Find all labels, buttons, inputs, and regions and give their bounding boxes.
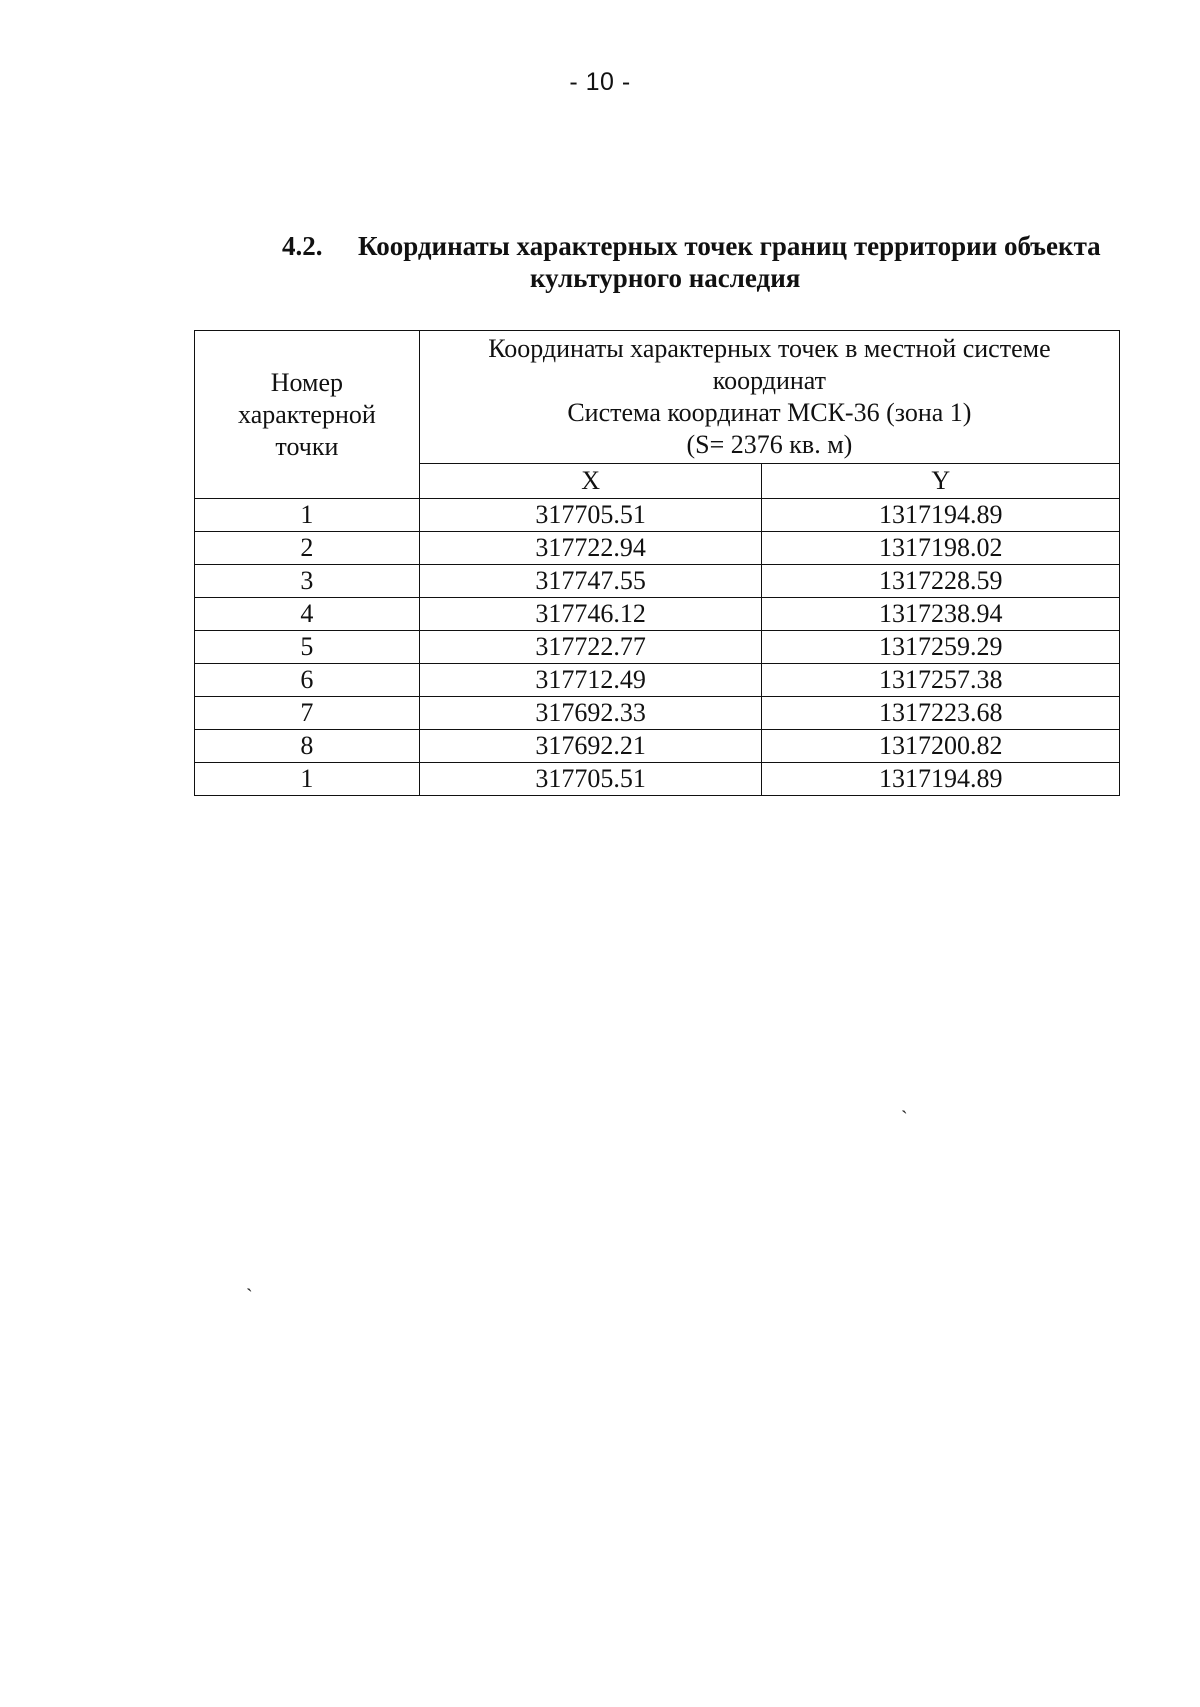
header-coord-line: Система координат МСК-36 (зона 1) [567,398,972,427]
cell-point: 2 [195,532,420,565]
header-coord-line: Координаты характерных точек в местной системе [488,334,1051,363]
cell-x: 317705.51 [419,499,762,532]
cell-y: 1317228.59 [762,565,1120,598]
cell-point: 3 [195,565,420,598]
cell-y: 1317257.38 [762,664,1120,697]
cell-x: 317692.33 [419,697,762,730]
cell-x: 317747.55 [419,565,762,598]
cell-point: 5 [195,631,420,664]
header-point-line: характерной [238,399,376,429]
scan-mark: ˏ [901,1092,908,1114]
header-point-line: точки [275,431,339,461]
table-row [195,532,1120,565]
cell-point: 1 [195,499,420,532]
scan-mark: ˎ [246,1270,253,1292]
cell-x: 317692.21 [419,730,762,763]
cell-y: 1317223.68 [762,697,1120,730]
cell-y: 1317194.89 [762,763,1120,796]
cell-y: 1317194.89 [762,499,1120,532]
cell-y: 1317238.94 [762,598,1120,631]
cell-y: 1317198.02 [762,532,1120,565]
header-point-number [195,331,420,499]
cell-x: 317722.77 [419,631,762,664]
cell-x: 317746.12 [419,598,762,631]
table-row [195,565,1120,598]
cell-x: 317705.51 [419,763,762,796]
cell-y: 1317200.82 [762,730,1120,763]
cell-x: 317712.49 [419,664,762,697]
cell-y: 1317259.29 [762,631,1120,664]
header-coord-line: координат [712,366,827,395]
section-title-line-2: культурного наследия [530,263,801,293]
section-title-line-1: Координаты характерных точек границ территории объекта [358,231,1101,261]
page-number: - 10 - [569,68,631,96]
table-row [195,631,1120,664]
cell-point: 6 [195,664,420,697]
cell-x: 317722.94 [419,532,762,565]
table-row [195,664,1120,697]
header-axis-x: X [419,464,762,499]
table-row [195,598,1120,631]
cell-point: 4 [195,598,420,631]
cell-point: 1 [195,763,420,796]
header-coord-line: (S= 2376 кв. м) [686,430,853,459]
header-coordinate-system [419,331,1119,464]
table-header-row [195,331,1120,464]
table-row [195,763,1120,796]
header-point-line: Номер [270,367,344,397]
coordinates-table [194,330,1120,796]
section-number: 4.2. [282,231,323,261]
section-heading [282,230,1162,294]
cell-point: 8 [195,730,420,763]
header-axis-y: Y [762,464,1120,499]
cell-point: 7 [195,697,420,730]
table-row [195,499,1120,532]
table-row [195,697,1120,730]
table-row [195,730,1120,763]
